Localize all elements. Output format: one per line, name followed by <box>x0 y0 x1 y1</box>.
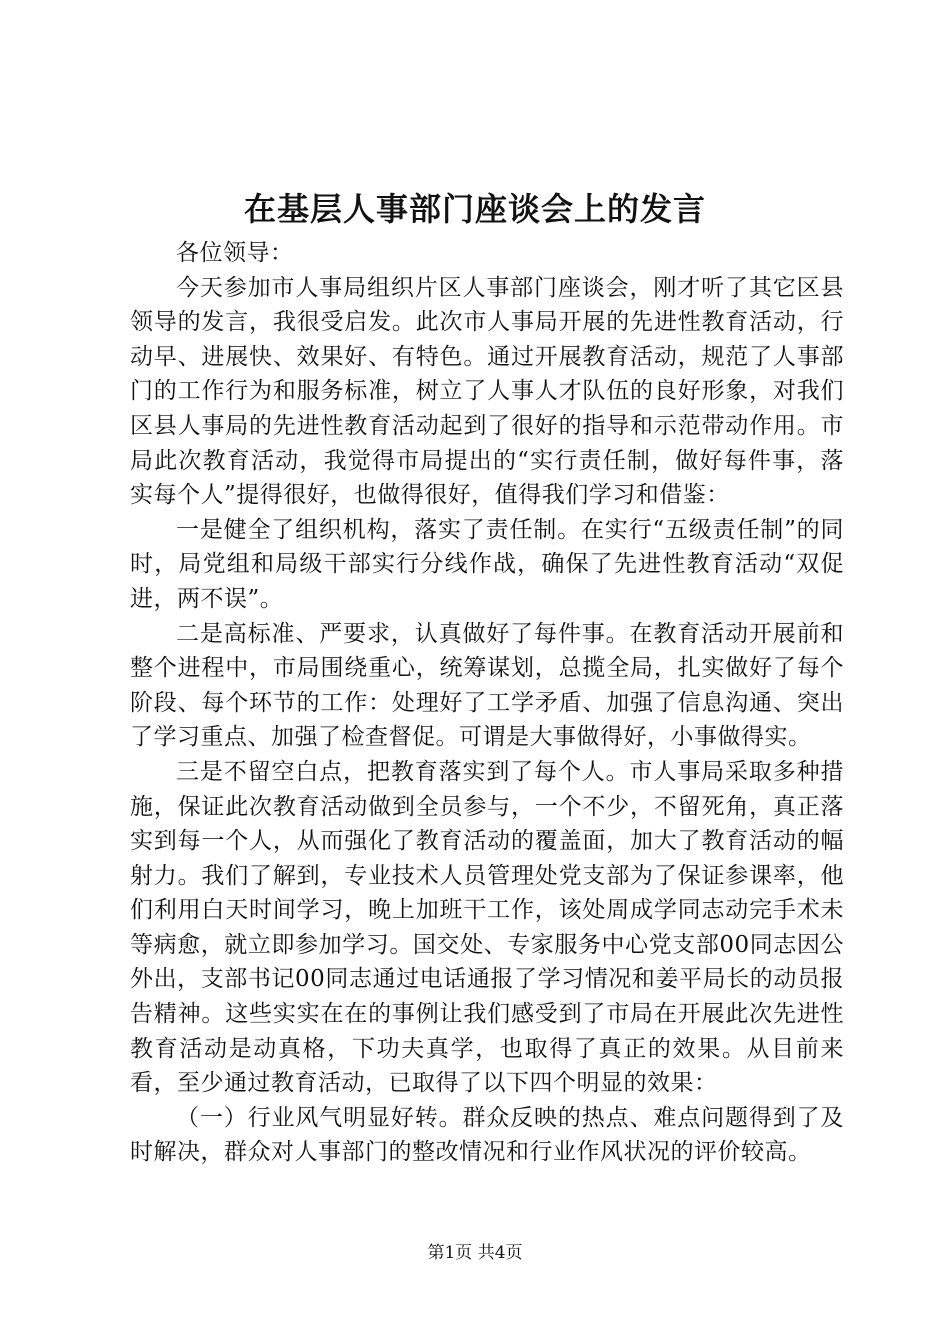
page-number-footer: 第1页 共4页 <box>427 1243 523 1263</box>
body-paragraph: （一）行业风气明显好转。群众反映的热点、难点问题得到了及时解决，群众对人事部门的整改情况和行业作风状况的评价较高。 <box>130 1104 844 1166</box>
body-paragraph: 二是高标准、严要求，认真做好了每件事。在教育活动开展前和整个进程中，市局围绕重心，统筹谋划，总揽全局，扎实做好了每个阶段、每个环节的工作：处理好了工学矛盾、加强了信息沟通、突出了学习重点、加强了检查督促。可谓是大事做得好，小事做得实。 <box>130 620 844 751</box>
document-title: 在基层人事部门座谈会上的发言 <box>243 190 706 228</box>
body-paragraph: 三是不留空白点，把教育落实到了每个人。市人事局采取多种措施，保证此次教育活动做到全员参与，一个不少，不留死角，真正落实到每一个人，从而强化了教育活动的覆盖面，加大了教育活动的幅射力。我们了解到，专业技术人员管理处党支部为了保证参课率，他们利用白天时间学习，晚上加班干工作，该处周成学同志动完手术未等病愈，就立即参加学习。国交处、专家服务中心党支部00同志因公外出，支部书记00同志通过电话通报了学习情况和姜平局长的动员报告精神。这些实实在在的事例让我们感受到了市局在开展此次先进性教育活动是动真格，下功夫真学，也取得了真正的效果。从目前来看，至少通过教育活动，已取得了以下四个明显的效果： <box>130 758 844 1097</box>
body-paragraph: 一是健全了组织机构，落实了责任制。在实行“五级责任制”的同时，局党组和局级干部实行分线作战，确保了先进性教育活动“双促进，两不误”。 <box>130 516 844 612</box>
body-paragraph: 今天参加市人事局组织片区人事部门座谈会，刚才听了其它区县领导的发言，我很受启发。此次市人事局开展的先进性教育活动，行动早、进展快、效果好、有特色。通过开展教育活动，规范了人事部门的工作行为和服务标准，树立了人事人才队伍的良好形象，对我们区县人事局的先进性教育活动起到了很好的指导和示范带动作用。市局此次教育活动，我觉得市局提出的“实行责任制，做好每件事，落实每个人”提得很好，也做得很好，值得我们学习和借鉴： <box>130 274 844 509</box>
salutation-paragraph: 各位领导： <box>176 240 294 266</box>
document-body <box>130 236 844 1170</box>
